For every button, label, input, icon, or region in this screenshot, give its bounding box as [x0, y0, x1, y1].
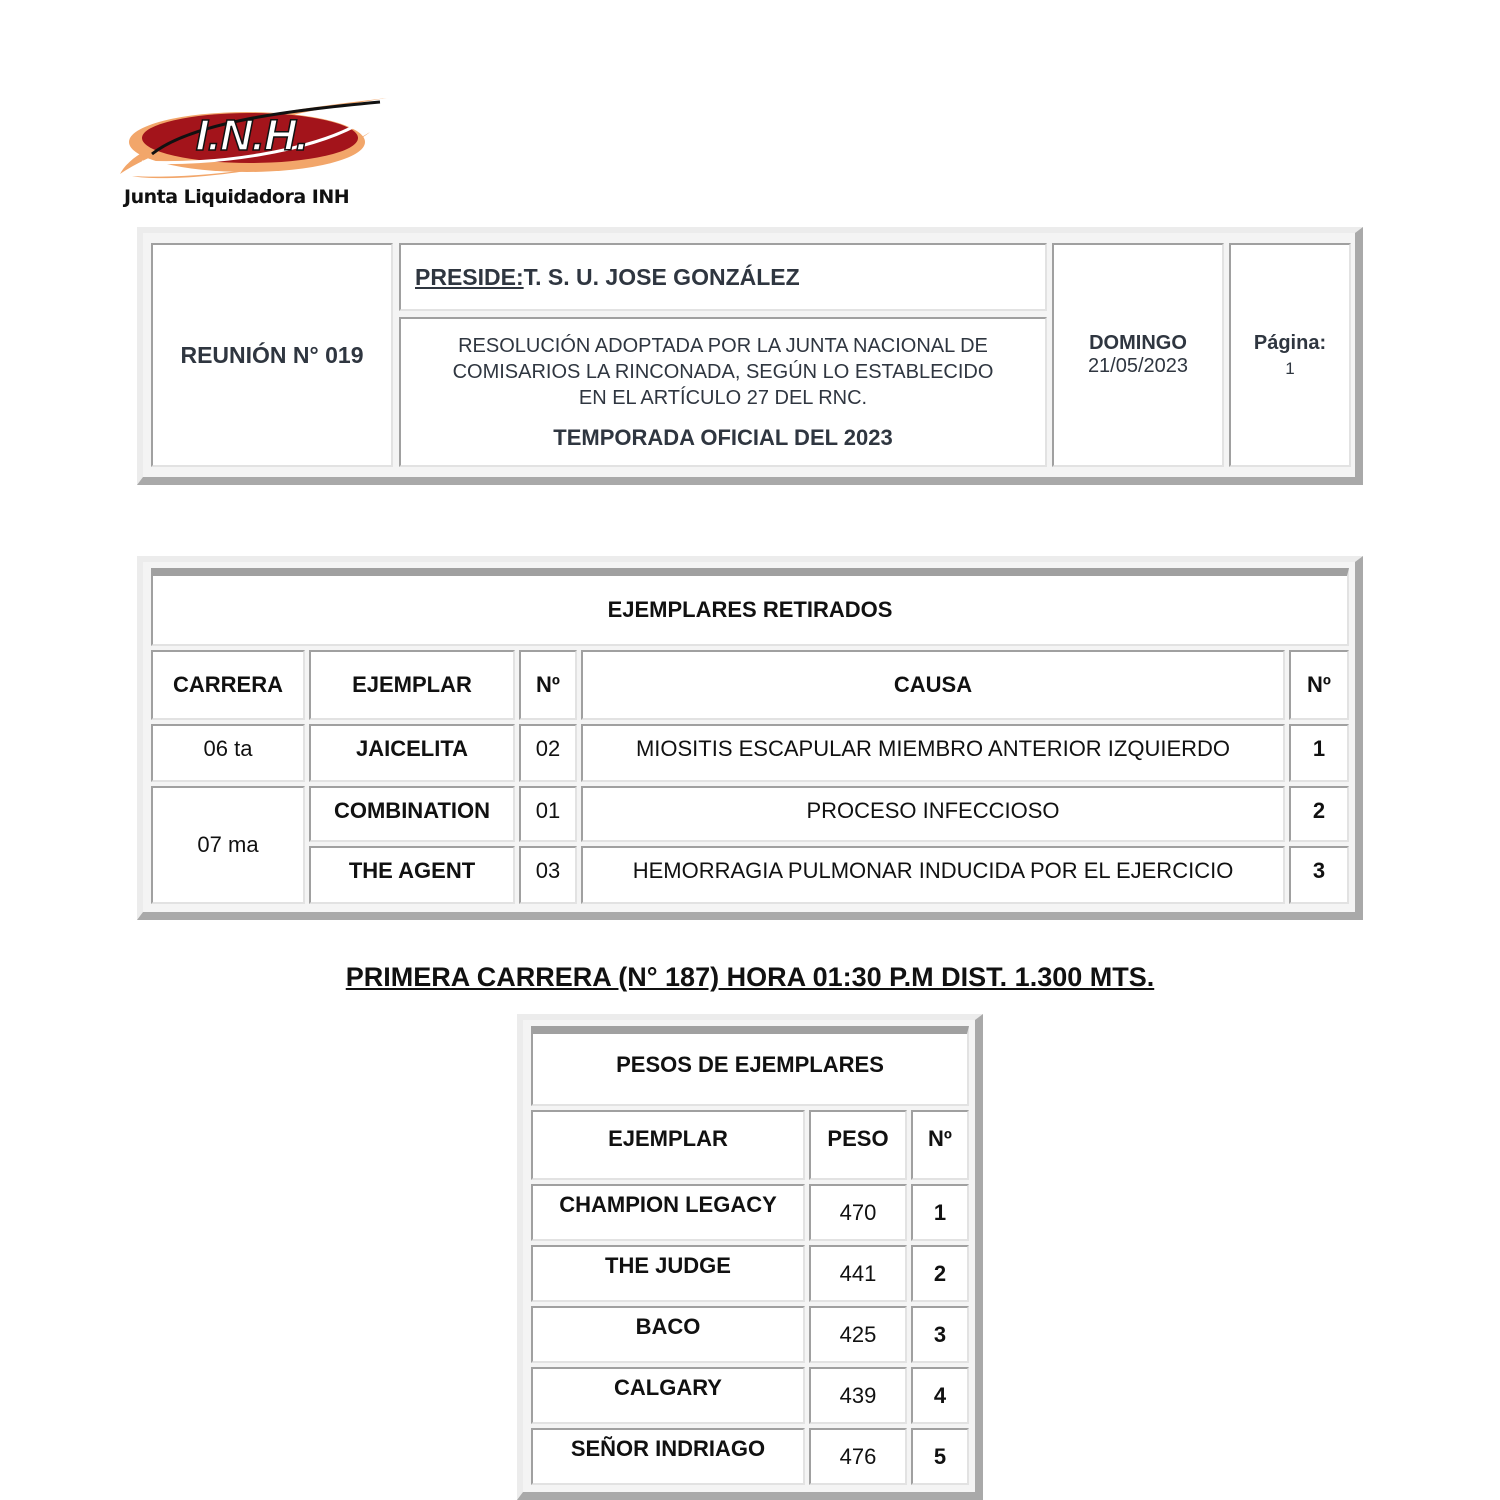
logo-caption: Junta Liquidadora INH	[124, 186, 350, 208]
cell-text: 02	[535, 736, 561, 761]
table-row-ejemplar	[531, 1428, 805, 1485]
cell-text: CHAMPION LEGACY	[559, 1192, 777, 1217]
table-row-n	[911, 1245, 969, 1302]
cell-text: COMBINATION	[333, 798, 491, 823]
resolucion-line: EN EL ARTÍCULO 27 DEL RNC.	[578, 387, 868, 409]
table-row-n	[911, 1184, 969, 1241]
cell-text: THE JUDGE	[605, 1253, 731, 1278]
cell-text: HEMORRAGIA PULMONAR INDUCIDA POR EL EJERCICIO	[632, 858, 1234, 883]
retirados-title-cell	[151, 568, 1349, 646]
cell-text: 3	[1312, 858, 1326, 883]
cell-text: 441	[839, 1260, 877, 1286]
col-header-peso	[809, 1110, 907, 1180]
table-row-peso	[809, 1184, 907, 1241]
cell-text: CALGARY	[614, 1375, 722, 1400]
cell-text: 425	[839, 1321, 877, 1347]
cell-text: 07 ma	[197, 832, 259, 857]
preside-label: PRESIDE:	[415, 263, 524, 290]
header-box	[137, 227, 1363, 485]
race-title: PRIMERA CARRERA (N° 187) HORA 01:30 P.M DIST. 1.300 MTS.	[345, 962, 1155, 992]
inh-swoosh-icon	[112, 92, 402, 184]
col-header-n	[911, 1110, 969, 1180]
cell-text: 4	[933, 1382, 947, 1408]
preside-name: T. S. U. JOSE GONZÁLEZ	[523, 263, 800, 290]
cell-text: 1	[1312, 736, 1326, 761]
table-row-ejemplar	[531, 1245, 805, 1302]
cell-text: 5	[933, 1443, 947, 1469]
table-row-peso	[809, 1428, 907, 1485]
col-header-text: CAUSA	[893, 672, 973, 697]
col-header-numero	[519, 650, 577, 720]
table-row-ejemplar	[309, 786, 515, 842]
col-header-text: Nº	[1307, 672, 1331, 697]
table-row-numero	[519, 786, 577, 842]
cell-text: 3	[933, 1321, 947, 1347]
logo-mark-text: I.N.H.	[195, 111, 309, 160]
retirados-table	[137, 556, 1363, 920]
col-header-text: CARRERA	[173, 672, 283, 697]
table-row-n	[1289, 846, 1349, 904]
col-header-carrera	[151, 650, 305, 720]
cell-text: 470	[839, 1199, 877, 1225]
pesos-table	[517, 1014, 983, 1500]
date-value: 21/05/2023	[1087, 355, 1189, 377]
date-cell	[1052, 243, 1224, 467]
cell-text: 476	[839, 1443, 877, 1469]
col-header-text: PESO	[827, 1126, 889, 1151]
col-header-causa	[581, 650, 1285, 720]
day-label: DOMINGO	[1089, 332, 1187, 354]
page-number: 1	[1285, 358, 1295, 378]
table-row-causa	[581, 846, 1285, 904]
table-row-ejemplar	[531, 1184, 805, 1241]
cell-text: SEÑOR INDRIAGO	[570, 1436, 766, 1461]
cell-text: MIOSITIS ESCAPULAR MIEMBRO ANTERIOR IZQUIERDO	[635, 736, 1231, 761]
table-row-n	[911, 1306, 969, 1363]
col-header-n	[1289, 650, 1349, 720]
cell-text: 06 ta	[203, 736, 253, 761]
cell-text: 1	[933, 1199, 947, 1225]
retirados-title: EJEMPLARES RETIRADOS	[607, 597, 893, 622]
col-header-text: EJEMPLAR	[608, 1126, 728, 1151]
reunion-cell	[151, 243, 393, 467]
table-row-ejemplar	[531, 1367, 805, 1424]
cell-text: 2	[1312, 798, 1326, 823]
cell-text: PROCESO INFECCIOSO	[806, 798, 1060, 823]
table-row-ejemplar	[309, 846, 515, 904]
temporada-text: TEMPORADA OFICIAL DEL 2023	[553, 425, 893, 450]
table-row-peso	[809, 1306, 907, 1363]
table-row-peso	[809, 1245, 907, 1302]
table-row-numero	[519, 846, 577, 904]
page-cell	[1229, 243, 1351, 467]
col-header-ejemplar	[309, 650, 515, 720]
reunion-number: REUNIÓN N° 019	[180, 341, 364, 368]
table-row-ejemplar	[309, 724, 515, 782]
inh-logo	[112, 92, 402, 218]
table-row-causa	[581, 724, 1285, 782]
col-header-ejemplar	[531, 1110, 805, 1180]
cell-text: BACO	[635, 1314, 701, 1339]
table-row-carrera	[151, 724, 305, 782]
table-row-carrera-merged	[151, 786, 305, 904]
preside-cell	[399, 243, 1047, 311]
table-row-n	[911, 1428, 969, 1485]
col-header-text: Nº	[928, 1126, 952, 1151]
cell-text: 439	[839, 1382, 877, 1408]
cell-text: JAICELITA	[355, 736, 469, 761]
table-row-numero	[519, 724, 577, 782]
table-row-causa	[581, 786, 1285, 842]
table-row-peso	[809, 1367, 907, 1424]
resolucion-text	[453, 333, 994, 411]
cell-text: 2	[933, 1260, 947, 1286]
col-header-text: EJEMPLAR	[352, 672, 472, 697]
resolucion-line: COMISARIOS LA RINCONADA, SEGÚN LO ESTABLECIDO	[452, 361, 994, 383]
page-label: Página:	[1253, 331, 1327, 354]
table-row-n	[1289, 786, 1349, 842]
table-row-ejemplar	[531, 1306, 805, 1363]
pesos-title-cell	[531, 1026, 969, 1106]
table-row-n	[911, 1367, 969, 1424]
col-header-text: Nº	[536, 672, 560, 697]
cell-text: 01	[535, 798, 561, 823]
resolucion-line: RESOLUCIÓN ADOPTADA POR LA JUNTA NACIONAL DE	[458, 335, 988, 357]
table-row-n	[1289, 724, 1349, 782]
cell-text: 03	[535, 858, 561, 883]
resolucion-cell	[399, 317, 1047, 467]
cell-text: THE AGENT	[348, 858, 476, 883]
pesos-title: PESOS DE EJEMPLARES	[616, 1052, 884, 1077]
